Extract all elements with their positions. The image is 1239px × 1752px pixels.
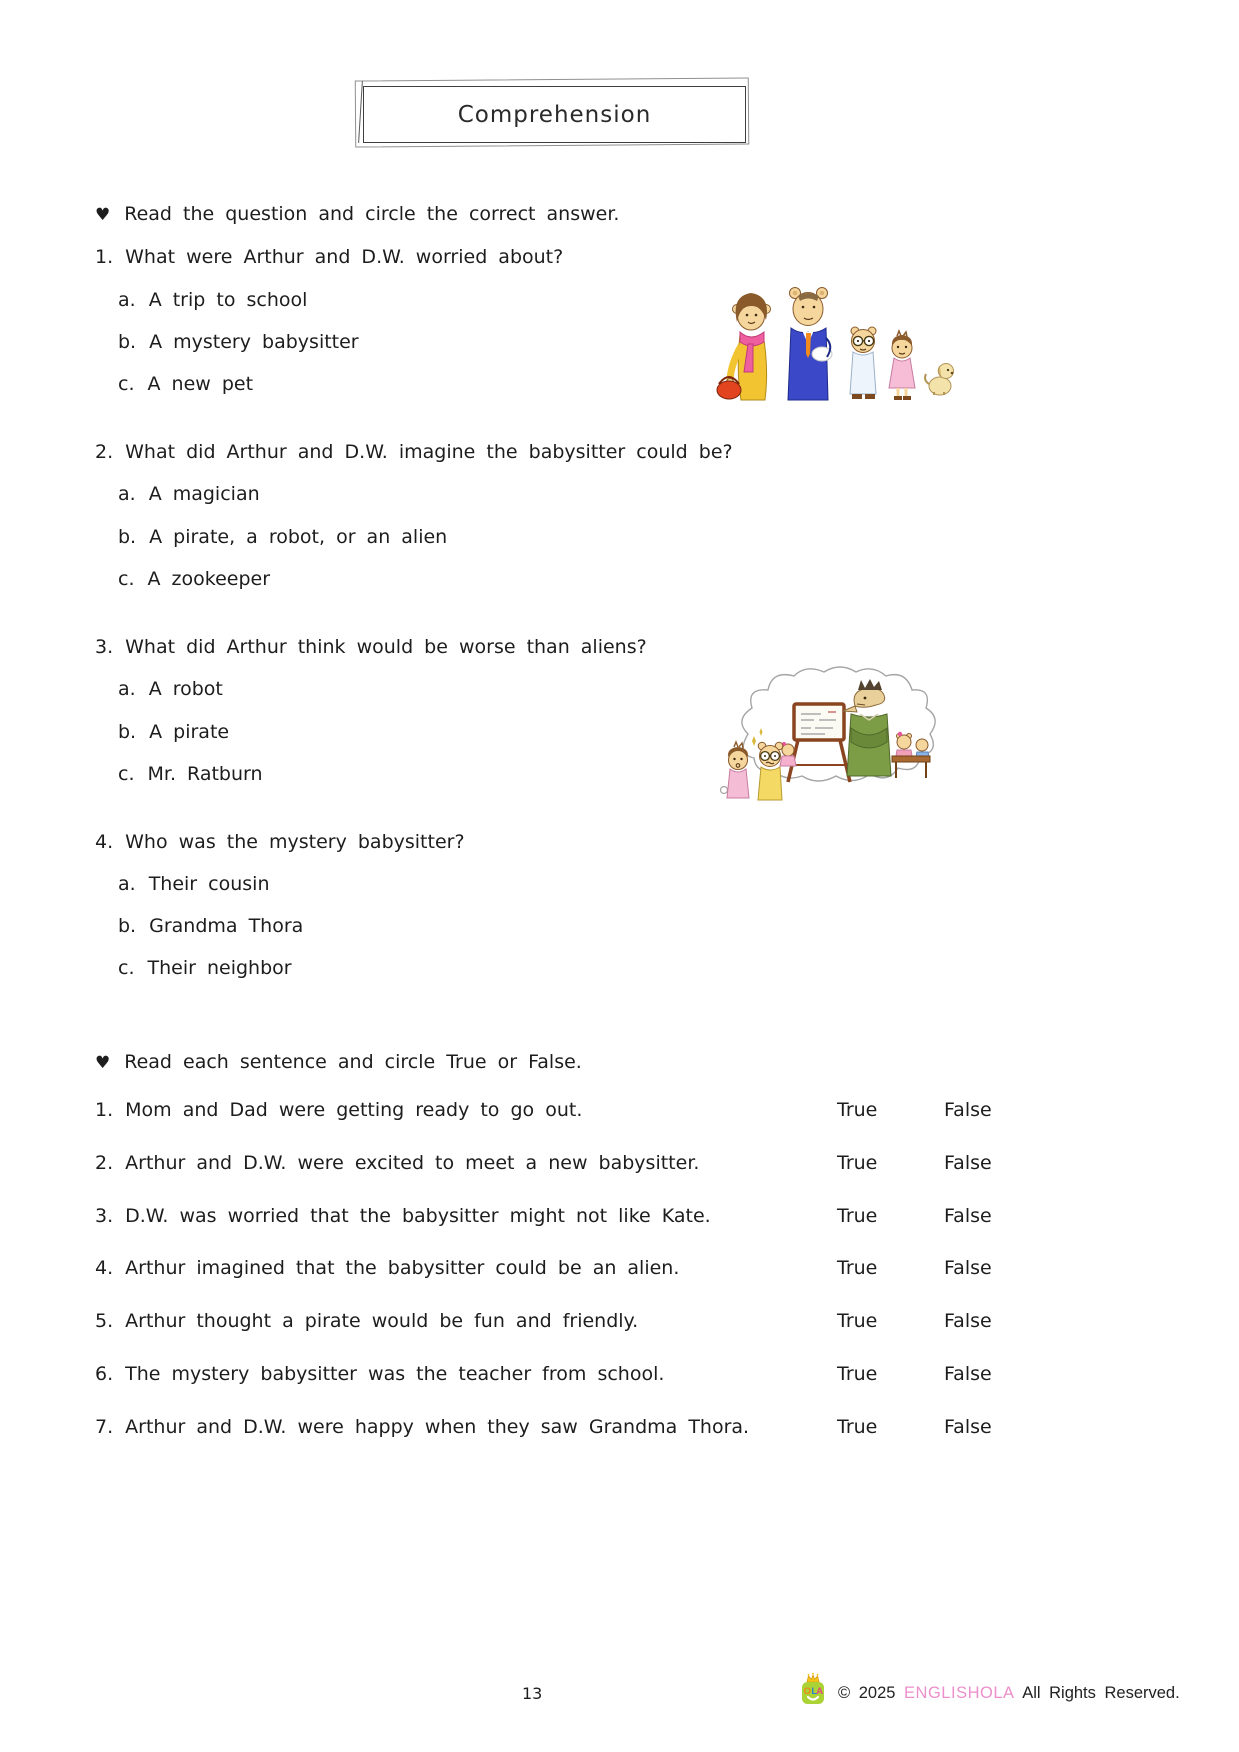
option-label: c.: [118, 373, 135, 395]
option-text: Their cousin: [148, 873, 270, 895]
tf-number: 7.: [95, 1416, 114, 1438]
tf-sentence: [95, 1417, 749, 1438]
true-option[interactable]: True: [837, 1205, 878, 1227]
tf-row-4: [0, 1258, 1239, 1280]
option-label: c.: [118, 568, 135, 590]
q2-option-a[interactable]: [118, 484, 260, 505]
false-option[interactable]: False: [944, 1310, 992, 1332]
tf-number: 1.: [95, 1099, 114, 1121]
question-3: [95, 637, 647, 658]
tf-number: 5.: [95, 1310, 114, 1332]
title-box: [363, 86, 746, 143]
option-text: A pirate: [149, 721, 230, 743]
false-option[interactable]: False: [944, 1257, 992, 1279]
tf-text: The mystery babysitter was the teacher from school.: [125, 1363, 665, 1385]
question-text: What did Arthur and D.W. imagine the babysitter could be?: [125, 441, 733, 463]
tf-row-6: [0, 1364, 1239, 1386]
option-label: a.: [118, 678, 136, 700]
arthur-worried-figure: [758, 742, 783, 800]
true-option[interactable]: True: [837, 1099, 878, 1121]
tf-sentence: [95, 1364, 664, 1385]
arthur-figure: [850, 327, 876, 399]
classroom-thought-illustration: [708, 662, 940, 802]
tf-row-5: [0, 1311, 1239, 1333]
q1-option-c[interactable]: [118, 374, 253, 395]
logo-letter-a: A: [816, 1686, 824, 1697]
question-text: What did Arthur think would be worse than aliens?: [125, 636, 647, 658]
tf-sentence: [95, 1206, 711, 1227]
option-label: b.: [118, 331, 137, 353]
section-a-instruction: [95, 204, 619, 225]
q2-option-b[interactable]: [118, 527, 447, 548]
copyright-suffix: All Rights Reserved.: [1022, 1684, 1180, 1702]
option-text: Mr. Ratburn: [147, 763, 263, 785]
q4-option-b[interactable]: [118, 916, 303, 937]
question-1: [95, 247, 563, 268]
option-text: A robot: [148, 678, 223, 700]
question-2: [95, 442, 733, 463]
false-option[interactable]: False: [944, 1363, 992, 1385]
heart-bullet-icon: ♥: [95, 1053, 111, 1073]
q3-option-c[interactable]: [118, 764, 263, 785]
tf-text: Arthur and D.W. were happy when they saw Grandma Thora.: [125, 1416, 750, 1438]
option-text: A new pet: [147, 373, 254, 395]
q1-option-a[interactable]: [118, 290, 307, 311]
dad-figure: [788, 288, 832, 401]
option-text: A magician: [148, 483, 260, 505]
question-number: 4.: [95, 831, 114, 853]
heart-bullet-icon: ♥: [95, 205, 111, 225]
option-text: A mystery babysitter: [149, 331, 359, 353]
option-text: A trip to school: [148, 289, 308, 311]
tf-text: Arthur and D.W. were excited to meet a new babysitter.: [125, 1152, 700, 1174]
false-option[interactable]: False: [944, 1416, 992, 1438]
section-b-instruction: [95, 1052, 582, 1073]
option-text: A pirate, a robot, or an alien: [149, 526, 448, 548]
tf-sentence: [95, 1153, 699, 1174]
true-option[interactable]: True: [837, 1257, 878, 1279]
true-option[interactable]: True: [837, 1363, 878, 1385]
q3-option-a[interactable]: [118, 679, 223, 700]
q3-option-b[interactable]: [118, 722, 229, 743]
tf-number: 6.: [95, 1363, 114, 1385]
tf-row-2: [0, 1153, 1239, 1175]
option-text: Their neighbor: [147, 957, 292, 979]
true-option[interactable]: True: [837, 1152, 878, 1174]
tf-row-1: [0, 1100, 1239, 1122]
option-text: A zookeeper: [147, 568, 271, 590]
q4-option-a[interactable]: [118, 874, 270, 895]
q1-option-b[interactable]: [118, 332, 359, 353]
true-option[interactable]: True: [837, 1416, 878, 1438]
false-option[interactable]: False: [944, 1205, 992, 1227]
dw-figure: [889, 331, 915, 400]
true-option[interactable]: True: [837, 1310, 878, 1332]
copyright-prefix: © 2025: [838, 1684, 896, 1702]
option-label: b.: [118, 526, 137, 548]
tf-number: 3.: [95, 1205, 114, 1227]
tf-text: D.W. was worried that the babysitter might not like Kate.: [125, 1205, 711, 1227]
option-label: c.: [118, 957, 135, 979]
tf-text: Arthur thought a pirate would be fun and friendly.: [125, 1310, 639, 1332]
tf-sentence: [95, 1311, 638, 1332]
dw-worried-figure: [727, 742, 749, 798]
logo-letter-l: L: [811, 1686, 818, 1697]
option-label: a.: [118, 873, 136, 895]
tf-text: Mom and Dad were getting ready to go out.: [125, 1099, 583, 1121]
tf-sentence: [95, 1258, 679, 1279]
englishola-logo-icon: [799, 1672, 827, 1706]
option-label: a.: [118, 289, 136, 311]
tf-number: 4.: [95, 1257, 114, 1279]
question-number: 2.: [95, 441, 114, 463]
q4-option-c[interactable]: [118, 958, 292, 979]
puppy-figure: [925, 364, 954, 396]
logo-letter-o: O: [803, 1686, 811, 1697]
tf-text: Arthur imagined that the babysitter could be an alien.: [125, 1257, 680, 1279]
arthur-family-illustration: [703, 280, 961, 402]
brand-name: ENGLISHOLA: [904, 1684, 1015, 1702]
copyright-line: [838, 1684, 1180, 1703]
question-text: Who was the mystery babysitter?: [125, 831, 465, 853]
tf-number: 2.: [95, 1152, 114, 1174]
question-text: What were Arthur and D.W. worried about?: [125, 246, 564, 268]
instruction-text: Read the question and circle the correct answer.: [124, 203, 620, 225]
instruction-text: Read each sentence and circle True or False.: [124, 1051, 582, 1073]
question-number: 3.: [95, 636, 114, 658]
tf-row-7: [0, 1417, 1239, 1439]
question-4: [95, 832, 465, 853]
page-title: Comprehension: [457, 101, 652, 128]
tf-row-3: [0, 1206, 1239, 1228]
page-number: 13: [522, 1684, 543, 1703]
option-text: Grandma Thora: [149, 915, 304, 937]
option-label: c.: [118, 763, 135, 785]
false-option[interactable]: False: [944, 1099, 992, 1121]
option-label: a.: [118, 483, 136, 505]
q2-option-c[interactable]: [118, 569, 270, 590]
false-option[interactable]: False: [944, 1152, 992, 1174]
option-label: b.: [118, 915, 137, 937]
tf-sentence: [95, 1100, 582, 1121]
option-label: b.: [118, 721, 137, 743]
question-number: 1.: [95, 246, 114, 268]
mom-figure: [717, 293, 771, 400]
